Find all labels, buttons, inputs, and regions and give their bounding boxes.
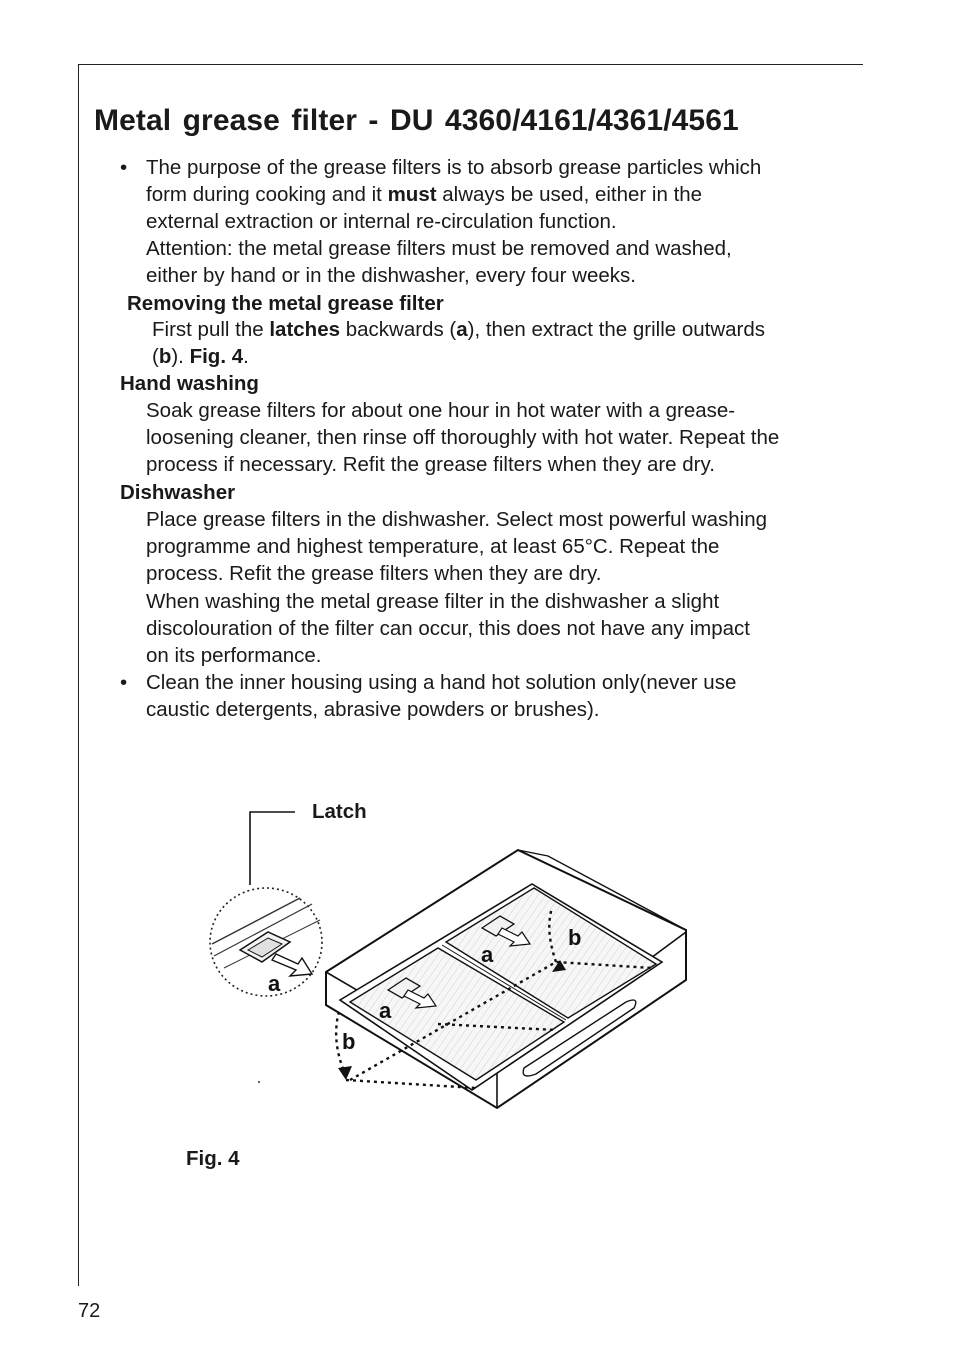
label-a: a bbox=[268, 971, 281, 996]
swing-arrow-head bbox=[338, 1066, 352, 1080]
cleaning-line-1: Clean the inner housing using a hand hot solution only(never use bbox=[146, 671, 737, 694]
emphasis-a: a bbox=[456, 318, 468, 341]
emphasis-latches: latches bbox=[269, 318, 341, 341]
page-title: Metal grease filter - DU 4360/4161/4361/4561 bbox=[94, 104, 739, 137]
intro-line-4: Attention: the metal grease filters must be removed and washed, bbox=[146, 237, 732, 260]
latch-leader-line bbox=[250, 812, 295, 885]
removing-heading: Removing the metal grease filter bbox=[127, 292, 444, 315]
bullet-marker: • bbox=[120, 671, 128, 694]
removing-text: First pull the bbox=[152, 318, 270, 341]
removing-text: backwards ( bbox=[340, 318, 457, 341]
hand-washing-line-2: loosening cleaner, then rinse off thoroughly with hot water. Repeat the bbox=[146, 426, 780, 449]
dishwasher-line-3: process. Refit the grease filters when they are dry. bbox=[146, 562, 602, 585]
dishwasher-line-4: When washing the metal grease filter in the dishwasher a slight bbox=[146, 590, 720, 613]
latch-label: Latch bbox=[312, 800, 367, 823]
page-number: 72 bbox=[78, 1300, 101, 1322]
hand-washing-heading: Hand washing bbox=[120, 372, 259, 395]
label-a: a bbox=[379, 998, 392, 1023]
intro-line-2-text-end: always be used, either in the bbox=[436, 183, 703, 206]
emphasis-b: b bbox=[158, 345, 172, 368]
intro-line-3: external extraction or internal re-circulation function. bbox=[146, 210, 617, 233]
figure-caption: Fig. 4 bbox=[186, 1147, 240, 1170]
cleaning-line-2: caustic detergents, abrasive powders or brushes). bbox=[146, 698, 600, 721]
intro-line-5: either by hand or in the dishwasher, every four weeks. bbox=[146, 264, 636, 287]
figure-reference: Fig. 4 bbox=[189, 345, 244, 368]
label-a: a bbox=[481, 942, 494, 967]
label-b: b bbox=[342, 1029, 356, 1054]
dishwasher-line-2: programme and highest temperature, at least 65°C. Repeat the bbox=[146, 535, 720, 558]
hand-washing-line-3: process if necessary. Refit the grease filters when they are dry. bbox=[146, 453, 715, 476]
bullet-marker: • bbox=[120, 156, 128, 179]
removing-text: ), then extract the grille outwards bbox=[467, 318, 766, 341]
latch-detail-zoom bbox=[210, 888, 322, 996]
label-b: b bbox=[568, 925, 582, 950]
dishwasher-line-1: Place grease filters in the dishwasher. Select most powerful washing bbox=[146, 508, 768, 531]
dishwasher-heading: Dishwasher bbox=[120, 481, 236, 504]
removing-text: . bbox=[243, 345, 249, 368]
dishwasher-line-5: discolouration of the filter can occur, this does not have any impact bbox=[146, 617, 750, 640]
removing-text: ). bbox=[171, 345, 190, 368]
emphasis-must: must bbox=[387, 183, 437, 206]
removing-text: ( bbox=[152, 345, 159, 368]
dishwasher-line-6: on its performance. bbox=[146, 644, 322, 667]
intro-line-2-text: form during cooking and it bbox=[146, 183, 388, 206]
intro-line-1: The purpose of the grease filters is to absorb grease particles which bbox=[146, 156, 762, 179]
hand-washing-line-1: Soak grease filters for about one hour in hot water with a grease- bbox=[146, 399, 736, 422]
stray-dot bbox=[258, 1081, 260, 1083]
